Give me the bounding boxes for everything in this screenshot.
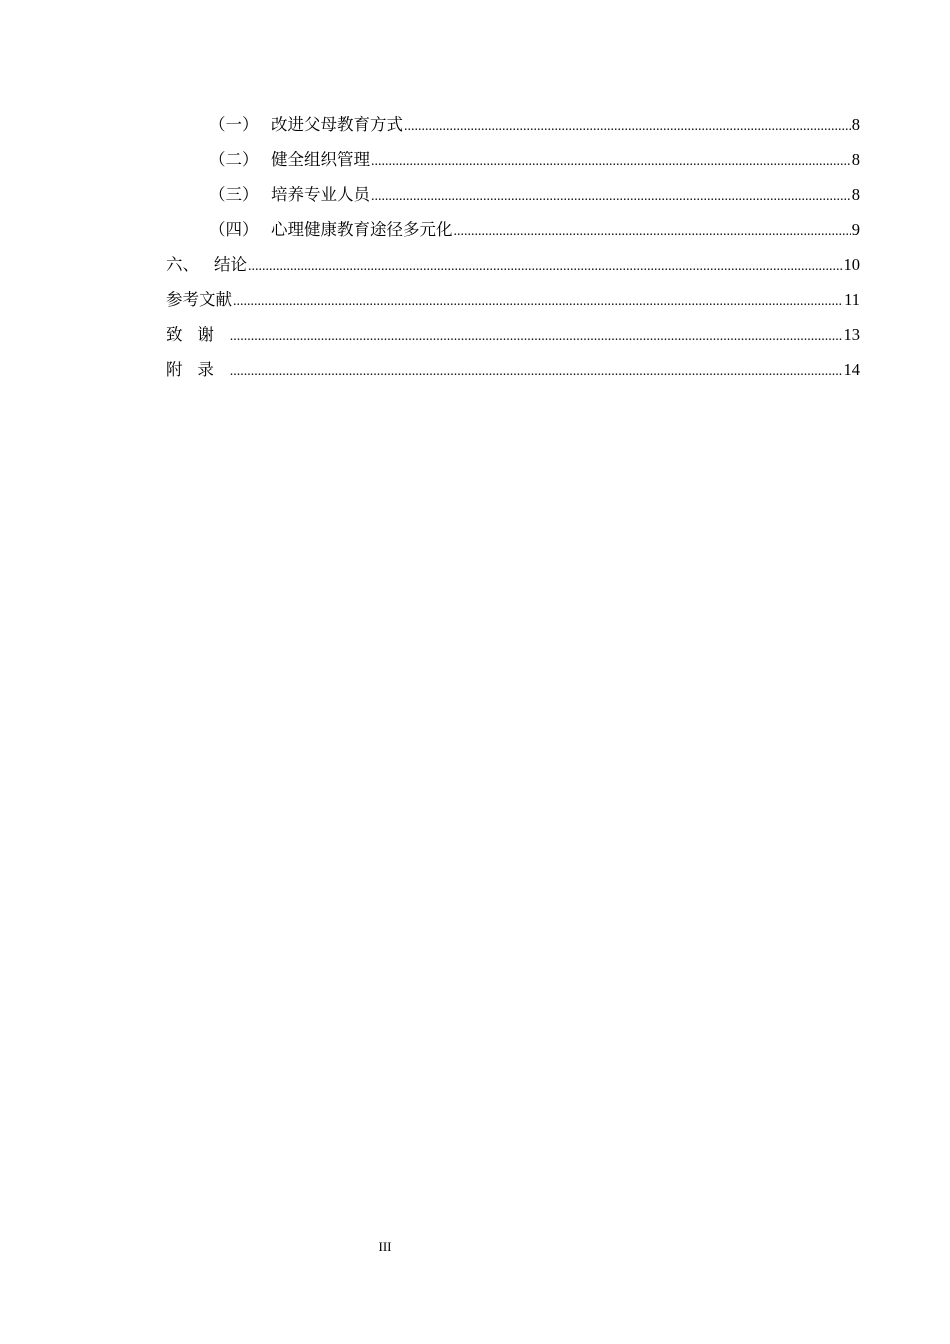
toc-entry-page: 8 [851,185,860,204]
toc-entry-title: 结论 [214,255,247,274]
toc-entry-page: 10 [843,255,860,274]
footer-page-number: III [378,1239,392,1254]
toc-dot-leader [404,114,851,138]
toc-entry-title: 改进父母教育方式 [271,115,403,134]
toc-entry-5-3[interactable] [209,182,860,208]
toc-dot-leader [371,149,851,173]
toc-entry-title: 健全组织管理 [271,150,370,169]
toc-entry-page: 14 [843,360,860,379]
toc-entry-5-4[interactable] [209,217,860,243]
toc-entry-page: 9 [851,220,860,239]
toc-entry-title: 参考文献 [166,290,232,309]
toc-entry-title: 心理健康教育途径多元化 [271,220,453,239]
toc-entry-number: 六、 [166,255,199,274]
toc-entry-acknowledgements[interactable] [166,322,860,348]
toc-entry-title: 培养专业人员 [271,185,370,204]
toc-entry-number: （一） [209,115,259,134]
toc-dot-leader [230,359,843,383]
toc-entry-number: （四） [209,220,259,239]
toc-entry-page: 8 [851,150,860,169]
toc-entry-page: 11 [844,290,860,309]
toc-entry-5-1[interactable] [209,112,860,138]
toc-dot-leader [230,324,843,348]
toc-dot-leader [454,219,851,243]
toc-entry-references[interactable] [166,287,860,313]
toc-entry-title: 附录 [166,360,229,379]
toc-entry-page: 13 [843,325,860,344]
toc-dot-leader [371,184,851,208]
toc-entry-appendix[interactable] [166,357,860,383]
toc-entry-6[interactable] [166,252,860,278]
toc-entry-5-2[interactable] [209,147,860,173]
toc-entry-title: 致谢 [166,325,229,344]
toc-entry-number: （二） [209,150,259,169]
toc-entry-page: 8 [851,115,860,134]
toc-entry-number: （三） [209,185,259,204]
toc-dot-leader [248,254,843,278]
toc-dot-leader [233,289,843,313]
